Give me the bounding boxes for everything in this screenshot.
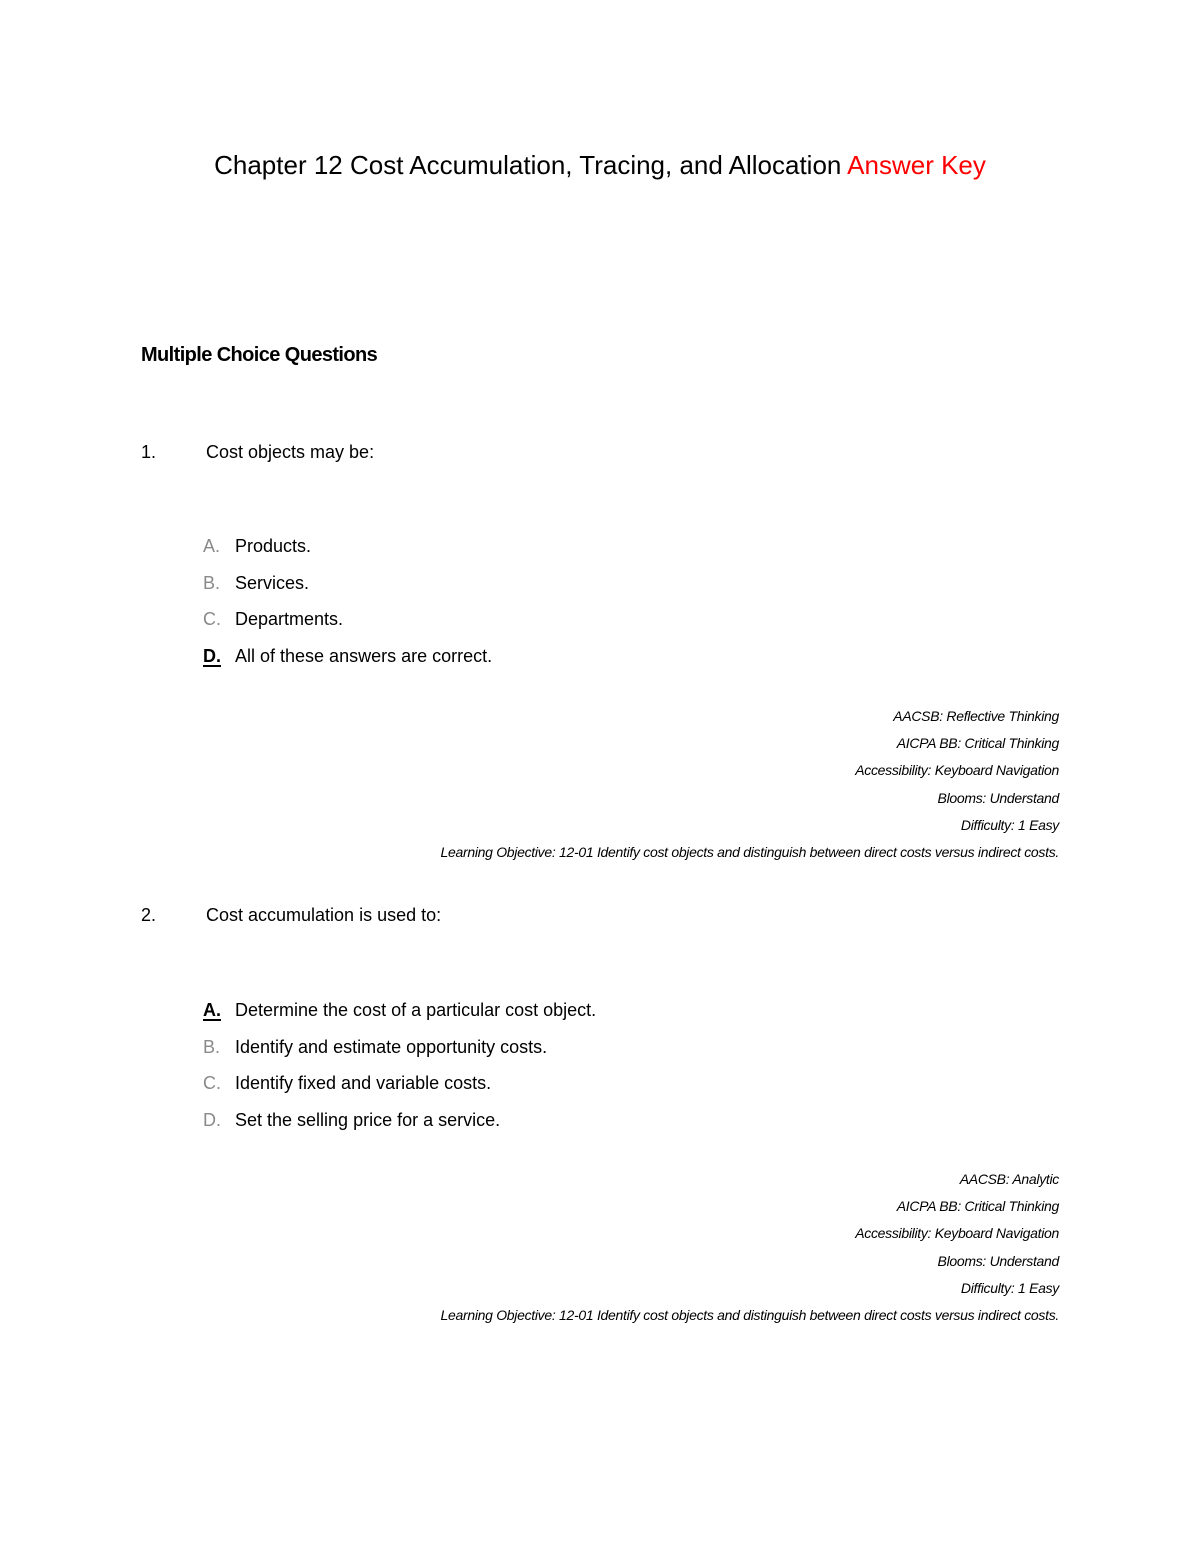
answer-key-label: Answer Key: [847, 150, 986, 180]
answer-options: [203, 534, 492, 680]
page-title: [0, 148, 1200, 182]
option-d-correct: [203, 644, 492, 681]
option-text: Departments.: [235, 609, 344, 629]
option-letter: A.: [203, 536, 221, 556]
option-letter: C.: [203, 1073, 221, 1093]
option-letter: B.: [203, 1036, 221, 1057]
option-letter: D.: [203, 1109, 221, 1130]
option-text: Set the selling price for a service.: [235, 1109, 501, 1130]
option-text: Products.: [235, 536, 312, 556]
option-a: [203, 534, 492, 571]
option-letter: B.: [203, 572, 221, 593]
meta-difficulty: Difficulty: 1 Easy: [960, 1279, 1059, 1296]
question-metadata: [441, 1170, 1059, 1333]
meta-accessibility: Accessibility: Keyboard Navigation: [855, 762, 1059, 779]
title-text: Chapter 12 Cost Accumulation, Tracing, and Allocation: [214, 150, 842, 180]
option-text: Identify fixed and variable costs.: [235, 1073, 492, 1093]
meta-aacsb: AACSB: Analytic: [959, 1171, 1059, 1187]
option-c: [203, 1071, 596, 1108]
option-letter: C.: [203, 609, 221, 629]
meta-learning-objective: Learning Objective: 12-01 Identify cost objects and distinguish between direct costs versus indirect costs.: [440, 1306, 1059, 1323]
meta-learning-objective: Learning Objective: 12-01 Identify cost objects and distinguish between direct costs versus indirect costs.: [440, 843, 1059, 860]
option-text: Determine the cost of a particular cost object.: [235, 1000, 597, 1020]
option-text: Identify and estimate opportunity costs.: [235, 1036, 548, 1057]
option-b: [203, 1035, 596, 1072]
question-number: 1.: [141, 442, 157, 462]
option-d: [203, 1108, 596, 1145]
question-text: Cost accumulation is used to:: [206, 905, 442, 925]
option-c: [203, 607, 492, 644]
meta-blooms: Blooms: Understand: [937, 1252, 1059, 1269]
meta-blooms: Blooms: Understand: [937, 789, 1059, 806]
meta-difficulty: Difficulty: 1 Easy: [960, 816, 1059, 833]
meta-aicpa: AICPA BB: Critical Thinking: [896, 1198, 1059, 1215]
section-heading: Multiple Choice Questions: [141, 344, 378, 366]
meta-aacsb: AACSB: Reflective Thinking: [893, 708, 1059, 724]
question-metadata: [441, 707, 1059, 870]
question-number: 2.: [141, 905, 157, 925]
correct-option-letter: A.: [203, 1000, 221, 1020]
correct-option-letter: D.: [203, 645, 221, 666]
option-a-correct: [203, 998, 596, 1035]
option-text: Services.: [235, 572, 310, 593]
meta-accessibility: Accessibility: Keyboard Navigation: [855, 1225, 1059, 1242]
question-text: Cost objects may be:: [206, 442, 375, 462]
answer-options: [203, 998, 596, 1144]
meta-aicpa: AICPA BB: Critical Thinking: [896, 735, 1059, 752]
option-text: All of these answers are correct.: [235, 645, 493, 666]
option-b: [203, 571, 492, 608]
